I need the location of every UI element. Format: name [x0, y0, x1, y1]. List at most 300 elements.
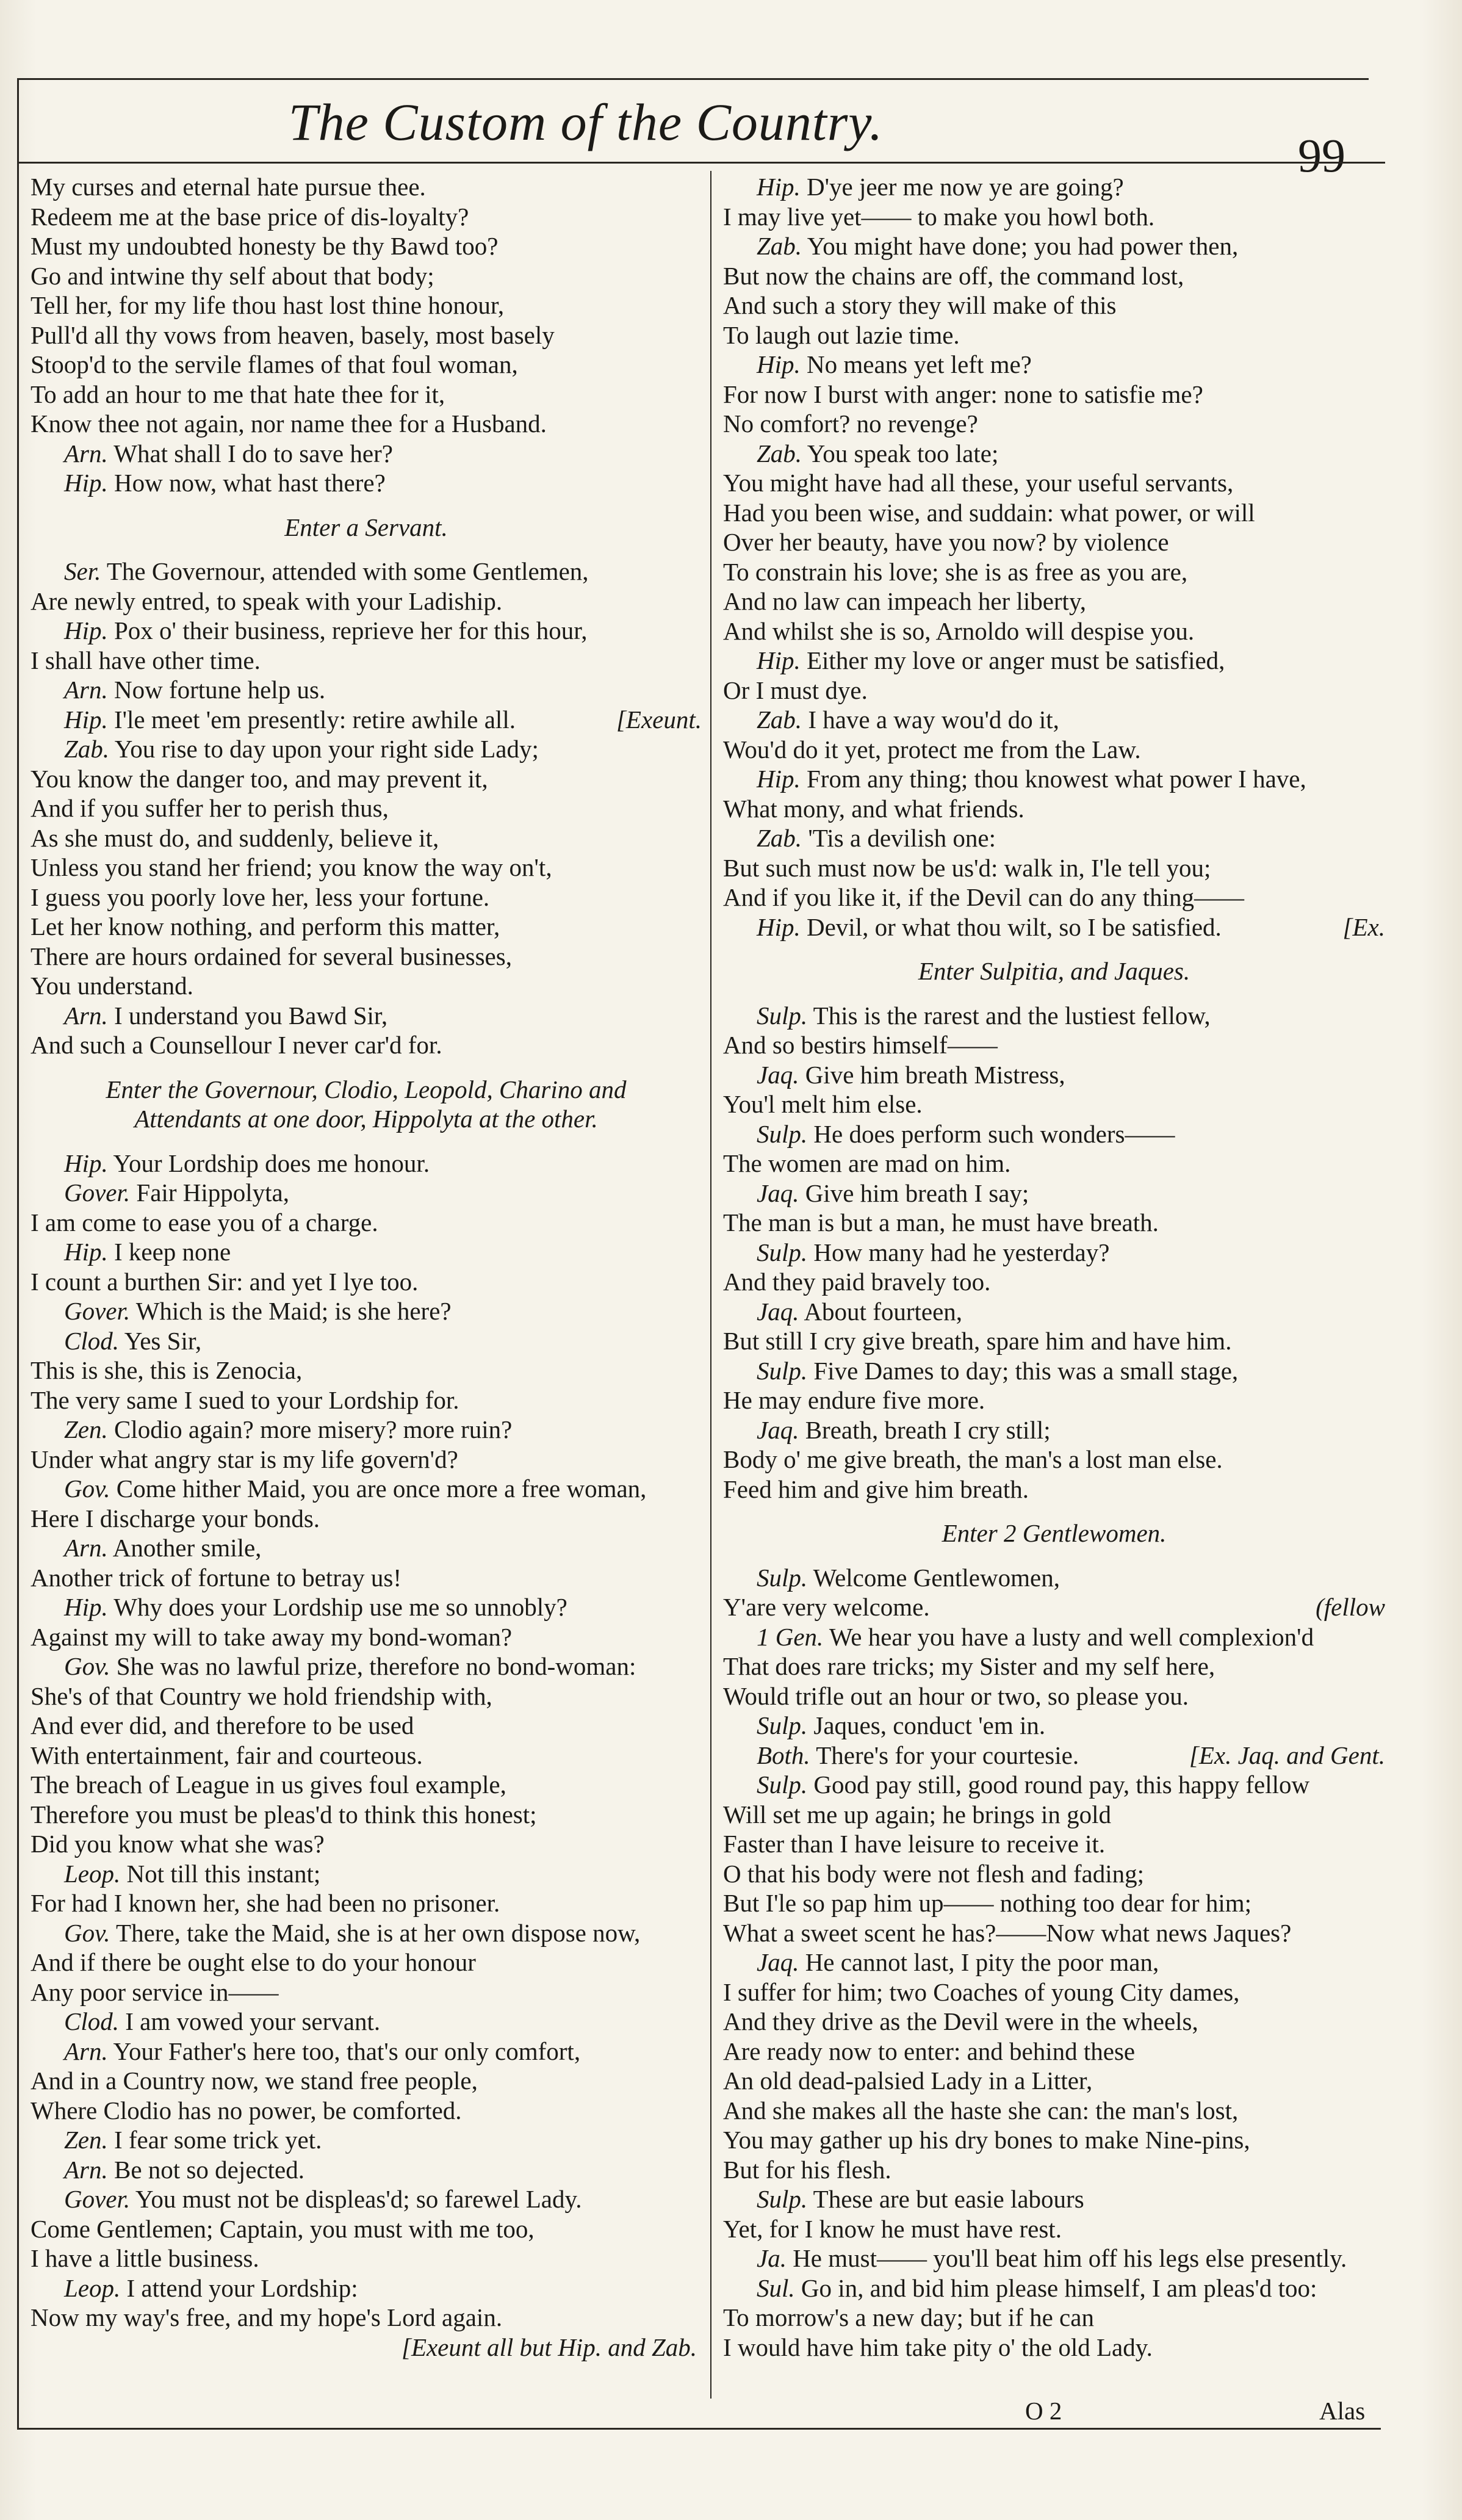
- verse-line: [723, 1888, 1385, 1918]
- line-text: There, take the Maid, she is at her own dispose now,: [116, 1918, 641, 1947]
- line-text: No comfort? no revenge?: [723, 410, 978, 438]
- speech-line: [31, 2184, 702, 2214]
- speaker-name: Arn.: [64, 1534, 108, 1562]
- verse-line: [723, 527, 1385, 557]
- line-text: I suffer for him; two Coaches of young City dames,: [723, 1977, 1240, 2006]
- verse-line: [723, 2037, 1385, 2067]
- line-text: Your Lordship does me honour.: [113, 1149, 430, 1177]
- verse-line: [723, 1385, 1385, 1415]
- line-text: But still I cry give breath, spare him and have him.: [723, 1327, 1232, 1355]
- speaker-name: Hip.: [757, 646, 801, 674]
- speaker-name: Jaq.: [757, 1060, 799, 1089]
- speech-line: [723, 1297, 1385, 1327]
- verse-line: [31, 1563, 702, 1593]
- speech-line: [723, 1563, 1385, 1593]
- speech-line: [31, 2125, 702, 2155]
- speech-line: [723, 231, 1385, 261]
- line-text: The man is but a man, he must have breath.: [723, 1208, 1159, 1237]
- speech-line: [31, 1178, 702, 1208]
- line-text: To constrain his love; she is as free as you are,: [723, 557, 1188, 586]
- line-text: Jaques, conduct 'em in.: [813, 1711, 1046, 1739]
- speaker-name: Gov.: [64, 1652, 110, 1680]
- speaker-name: Sulp.: [757, 1119, 808, 1148]
- verse-line: [723, 616, 1385, 646]
- line-text: I would have him take pity o' the old Lady.: [723, 2333, 1153, 2361]
- line-text: Good pay still, good round pay, this happy fellow: [813, 1771, 1310, 1799]
- verse-line: [723, 202, 1385, 232]
- verse-line: [723, 1475, 1385, 1504]
- verse-line: [723, 320, 1385, 350]
- verse-line: [31, 1741, 702, 1771]
- line-text: And if you like it, if the Devil can do any thing——: [723, 883, 1245, 911]
- line-text: D'ye jeer me now ye are going?: [807, 173, 1124, 201]
- speaker-name: Sulp.: [757, 1563, 808, 1592]
- speaker-name: Jaq.: [757, 1948, 799, 1976]
- verse-line: [723, 1829, 1385, 1859]
- verse-line: [723, 1208, 1385, 1238]
- speaker-name: Hip.: [64, 1238, 108, 1266]
- speech-line: [31, 1533, 702, 1563]
- verse-line: [723, 1326, 1385, 1356]
- line-text: And such a Counsellour I never car'd for.: [31, 1031, 442, 1059]
- line-text: Here I discharge your bonds.: [31, 1504, 320, 1533]
- line-text: What shall I do to save her?: [113, 439, 393, 468]
- line-text: Wou'd do it yet, protect me from the Law.: [723, 735, 1141, 764]
- spacer: [31, 1134, 702, 1149]
- spacer: [31, 498, 702, 513]
- verse-line: [723, 2333, 1385, 2363]
- verse-line: [723, 1681, 1385, 1711]
- inline-direction: [Ex. Jaq. and Gent.: [1189, 1741, 1385, 1769]
- line-text: I shall have other time.: [31, 646, 261, 674]
- verse-line: [31, 1977, 702, 2007]
- spacer: [723, 942, 1385, 956]
- verse-line: [723, 853, 1385, 883]
- line-text: Clodio again? more misery? more ruin?: [114, 1415, 513, 1443]
- line-text: You might have done; you had power then,: [807, 232, 1239, 260]
- line-text: I count a burthen Sir: and yet I lye too.: [31, 1267, 419, 1296]
- line-text: About fourteen,: [804, 1297, 963, 1326]
- line-text: For had I known her, she had been no prisoner.: [31, 1889, 500, 1917]
- speech-line: [723, 1741, 1385, 1771]
- line-text: O that his body were not flesh and fading;: [723, 1859, 1145, 1888]
- speech-line: [723, 1001, 1385, 1031]
- speech-line: [723, 646, 1385, 676]
- speech-line: [31, 1237, 702, 1267]
- speaker-name: Jaq.: [757, 1297, 799, 1326]
- line-text: Come Gentlemen; Captain, you must with me too,: [31, 2214, 535, 2243]
- verse-line: [723, 794, 1385, 824]
- verse-line: [31, 350, 702, 380]
- line-text: These are but easie labours: [813, 2185, 1084, 2213]
- speaker-name: Jaq.: [757, 1179, 799, 1207]
- line-text: And in a Country now, we stand free people,: [31, 2067, 478, 2095]
- column-divider: [710, 171, 711, 2399]
- verse-line: [31, 1208, 702, 1238]
- verse-line: [31, 1030, 702, 1060]
- line-text: What mony, and what friends.: [723, 794, 1024, 823]
- speech-line: [31, 2155, 702, 2185]
- speaker-name: 1 Gen.: [757, 1622, 824, 1651]
- verse-line: [31, 2303, 702, 2333]
- line-text: This is she, this is Zenocia,: [31, 1356, 303, 1384]
- inline-direction: [Exeunt.: [616, 705, 702, 734]
- speech-line: [723, 350, 1385, 380]
- line-text: Now fortune help us.: [114, 676, 326, 704]
- line-text: Breath, breath I cry still;: [805, 1415, 1051, 1444]
- speech-line: [723, 764, 1385, 794]
- line-text: Feed him and give him breath.: [723, 1475, 1029, 1503]
- speech-line: [31, 616, 702, 646]
- speech-line: [31, 675, 702, 705]
- speaker-name: Zen.: [64, 2126, 108, 2154]
- line-text: Devil, or what thou wilt, so I be satisfied.: [807, 912, 1222, 941]
- speaker-name: Arn.: [64, 676, 108, 704]
- line-text: Let her know nothing, and perform this matter,: [31, 912, 500, 940]
- stage-direction: Enter the Governour, Clodio, Leopold, Charino and: [106, 1075, 627, 1103]
- verse-line: [31, 261, 702, 291]
- speech-line: [31, 1001, 702, 1031]
- speaker-name: Sulp.: [757, 2185, 808, 2213]
- speaker-name: Arn.: [64, 2155, 108, 2184]
- speaker-name: Hip.: [64, 705, 108, 734]
- verse-line: [31, 2066, 702, 2096]
- speaker-name: Sulp.: [757, 1771, 808, 1799]
- signature-mark: O 2: [1025, 2397, 1062, 2425]
- speaker-name: Sulp.: [757, 1356, 808, 1385]
- speech-line: [723, 912, 1385, 942]
- line-text: And whilst she is so, Arnoldo will despise you.: [723, 616, 1195, 645]
- verse-line: [723, 1149, 1385, 1179]
- line-text: Another trick of fortune to betray us!: [31, 1563, 402, 1592]
- line-text: No means yet left me?: [807, 350, 1032, 378]
- line-text: Unless you stand her friend; you know the way on't,: [31, 853, 552, 881]
- verse-line: [723, 468, 1385, 498]
- speech-line: [31, 705, 702, 735]
- line-text: Now my way's free, and my hope's Lord again.: [31, 2303, 503, 2331]
- verse-line: [723, 1445, 1385, 1475]
- speech-line: [31, 1296, 702, 1326]
- line-text: The very same I sued to your Lordship for.: [31, 1385, 459, 1414]
- line-text: Therefore you must be pleas'd to think this honest;: [31, 1800, 537, 1829]
- speech-line: [723, 2273, 1385, 2303]
- line-text: To morrow's a new day; but if he can: [723, 2303, 1094, 2331]
- speaker-name: Zab.: [757, 439, 802, 468]
- speaker-name: Hip.: [64, 1593, 108, 1621]
- speech-line: [31, 1415, 702, 1445]
- line-text: And they paid bravely too.: [723, 1268, 991, 1296]
- line-text: Are newly entred, to speak with your Ladiship.: [31, 587, 503, 615]
- page-header: [18, 92, 1422, 182]
- speaker-name: Hip.: [757, 350, 801, 378]
- line-text: With entertainment, fair and courteous.: [31, 1741, 423, 1769]
- verse-line: [723, 1977, 1385, 2007]
- verse-line: [723, 1089, 1385, 1119]
- line-text: Pox o' their business, reprieve her for this hour,: [114, 616, 588, 644]
- line-text: You understand.: [31, 972, 193, 1000]
- line-text: Go and intwine thy self about that body;: [31, 261, 434, 290]
- line-text: Which is the Maid; is she here?: [135, 1297, 452, 1325]
- verse-line: [31, 942, 702, 972]
- line-text: Give him breath Mistress,: [805, 1060, 1065, 1089]
- verse-line: [723, 2303, 1385, 2333]
- stage-direction: Enter Sulpitia, and Jaques.: [918, 957, 1190, 985]
- line-text: The Governour, attended with some Gentlemen,: [106, 557, 589, 585]
- line-text: How many had he yesterday?: [813, 1238, 1110, 1266]
- line-text: Come hither Maid, you are once more a free woman,: [116, 1475, 647, 1503]
- left-frame-rule: [17, 78, 19, 2428]
- verse-line: [723, 2007, 1385, 2037]
- spacer: [723, 1504, 1385, 1518]
- bottom-rule: [17, 2428, 1381, 2430]
- verse-line: [723, 557, 1385, 587]
- speaker-name: Arn.: [64, 1001, 108, 1030]
- line-text: She was no lawful prize, therefore no bond-woman:: [116, 1652, 636, 1680]
- speaker-name: Gover.: [64, 2185, 131, 2213]
- spacer: [31, 1060, 702, 1075]
- speech-line: [31, 557, 702, 587]
- line-text: Over her beauty, have you now? by violence: [723, 528, 1169, 556]
- verse-line: [31, 409, 702, 439]
- line-text: And such a story they will make of this: [723, 291, 1117, 319]
- verse-line: [31, 172, 702, 202]
- line-text: She's of that Country we hold friendship with,: [31, 1681, 492, 1710]
- line-text: Body o' me give breath, the man's a lost man else.: [723, 1445, 1223, 1473]
- line-text: And she makes all the haste she can: the man's lost,: [723, 2096, 1239, 2125]
- verse-line: [31, 646, 702, 676]
- line-text: Tell her, for my life thou hast lost thine honour,: [31, 291, 505, 319]
- verse-line: [31, 231, 702, 261]
- speaker-name: Both.: [757, 1741, 810, 1769]
- line-text: You'l melt him else.: [723, 1090, 923, 1118]
- line-text: Yes Sir,: [124, 1326, 202, 1355]
- speech-line: [31, 734, 702, 764]
- line-text: Your Father's here too, that's our only comfort,: [113, 2037, 581, 2065]
- line-text: This is the rarest and the lustiest fellow,: [813, 1001, 1211, 1030]
- speaker-name: Clod.: [64, 2007, 119, 2035]
- line-text: I am come to ease you of a charge.: [31, 1208, 378, 1237]
- line-text: Any poor service in——: [31, 1977, 279, 2006]
- speech-line: [723, 1415, 1385, 1445]
- speaker-name: Sulp.: [757, 1001, 808, 1030]
- verse-line: [723, 735, 1385, 765]
- line-text: Yet, for I know he must have rest.: [723, 2214, 1062, 2243]
- speech-line: [723, 1948, 1385, 1977]
- verse-line: [31, 291, 702, 320]
- verse-line: [31, 1681, 702, 1711]
- speaker-name: Gov.: [64, 1918, 110, 1947]
- verse-line: [31, 1385, 702, 1415]
- line-text: The women are mad on him.: [723, 1149, 1011, 1177]
- line-text: He does perform such wonders——: [813, 1119, 1175, 1148]
- right-column: [723, 172, 1385, 2362]
- line-text: I keep none: [114, 1238, 231, 1266]
- line-text: I guess you poorly love her, less your fortune.: [31, 883, 490, 911]
- line-text: You must not be displeas'd; so farewel Lady.: [135, 2185, 582, 2213]
- speaker-name: Leop.: [64, 2273, 121, 2302]
- speech-line: [723, 1238, 1385, 1268]
- line-text: And ever did, and therefore to be used: [31, 1711, 414, 1739]
- line-text: Pull'd all thy vows from heaven, basely, most basely: [31, 320, 555, 349]
- line-text: I may live yet—— to make you howl both.: [723, 202, 1155, 231]
- verse-line: [723, 1800, 1385, 1830]
- speaker-name: Gov.: [64, 1475, 110, 1503]
- speaker-name: Hip.: [64, 469, 108, 497]
- verse-line: [723, 2125, 1385, 2155]
- line-text: But such must now be us'd: walk in, I'le tell you;: [723, 853, 1211, 882]
- inline-direction: [Ex.: [1342, 912, 1385, 941]
- spacer: [723, 986, 1385, 1001]
- speech-line: [723, 2244, 1385, 2273]
- line-text: Either my love or anger must be satisfied,: [807, 646, 1225, 674]
- line-text: But for his flesh.: [723, 2155, 891, 2184]
- line-text: Did you know what she was?: [31, 1830, 325, 1858]
- verse-line: [31, 883, 702, 912]
- verse-line: [31, 1356, 702, 1385]
- line-text: Are ready now to enter: and behind these: [723, 2037, 1136, 2065]
- speech-line: [31, 1918, 702, 1948]
- line-text: Fair Hippolyta,: [136, 1179, 289, 1207]
- line-text: Give him breath I say;: [805, 1179, 1029, 1207]
- line-text: Go in, and bid him please himself, I am pleas'd too:: [801, 2273, 1317, 2302]
- verse-line: [31, 1770, 702, 1800]
- line-text: Stoop'd to the servile flames of that foul woman,: [31, 350, 518, 378]
- line-text: And if there be ought else to do your honour: [31, 1948, 476, 1976]
- line-text: I have a way wou'd do it,: [808, 706, 1059, 734]
- left-column: [31, 172, 702, 2362]
- stage-direction: Enter a Servant.: [284, 513, 448, 541]
- line-text: My curses and eternal hate pursue thee.: [31, 173, 426, 201]
- speech-line: [723, 1622, 1385, 1652]
- speaker-name: Hip.: [757, 765, 801, 793]
- line-text: Be not so dejected.: [114, 2155, 304, 2184]
- line-text: Had you been wise, and suddain: what power, or will: [723, 498, 1255, 527]
- speech-line: [723, 1770, 1385, 1800]
- line-text: You may gather up his dry bones to make Nine-pins,: [723, 2126, 1250, 2154]
- speech-line: [31, 1474, 702, 1504]
- speech-line: [31, 2007, 702, 2037]
- line-text: I'le meet 'em presently: retire awhile all.: [114, 705, 516, 734]
- verse-line: [723, 2214, 1385, 2244]
- line-text: But I'le so pap him up—— nothing too dear for him;: [723, 1889, 1252, 1917]
- verse-line: [31, 202, 702, 232]
- speaker-name: Zen.: [64, 1415, 108, 1443]
- verse-line: [31, 1445, 702, 1475]
- line-text: I fear some trick yet.: [114, 2126, 322, 2154]
- verse-line: [723, 1267, 1385, 1297]
- verse-line: [723, 1918, 1385, 1948]
- verse-line: [31, 1948, 702, 1977]
- stage-direction: Enter 2 Gentlewomen.: [942, 1519, 1167, 1547]
- line-text: Welcome Gentlewomen,: [813, 1563, 1060, 1592]
- verse-line: [723, 587, 1385, 616]
- line-text: You rise to day upon your right side Lady;: [114, 735, 539, 763]
- speaker-name: Zab.: [757, 232, 802, 260]
- stage-direction: Attendants at one door, Hippolyta at the other.: [134, 1105, 598, 1133]
- line-text: The breach of League in us gives foul example,: [31, 1771, 506, 1799]
- verse-line: [31, 1504, 702, 1534]
- speech-line: [31, 2037, 702, 2067]
- line-text: You might have had all these, your useful servants,: [723, 469, 1234, 497]
- verse-line: [723, 1859, 1385, 1889]
- speaker-name: Zab.: [757, 706, 802, 734]
- line-text: To laugh out lazie time.: [723, 320, 960, 349]
- speech-line: [31, 1652, 702, 1681]
- line-text: And no law can impeach her liberty,: [723, 587, 1087, 615]
- line-text: For now I burst with anger: none to satisfie me?: [723, 380, 1203, 408]
- verse-line: [31, 320, 702, 350]
- line-text: We hear you have a lusty and well complexion'd: [829, 1622, 1314, 1651]
- verse-line: [723, 676, 1385, 706]
- verse-line: [31, 853, 702, 883]
- verse-line: [31, 823, 702, 853]
- verse-line: [723, 291, 1385, 320]
- speaker-name: Sulp.: [757, 1711, 808, 1739]
- speaker-name: Hip.: [64, 1149, 108, 1177]
- speaker-name: Arn.: [64, 2037, 108, 2065]
- speaker-name: Zab.: [64, 735, 110, 763]
- line-text: I understand you Bawd Sir,: [114, 1001, 388, 1030]
- line-text: 'Tis a devilish one:: [808, 824, 996, 852]
- verse-line: [31, 1888, 702, 1918]
- speech-line: [31, 1149, 702, 1179]
- line-text: Five Dames to day; this was a small stage,: [813, 1356, 1239, 1385]
- line-text: Y'are very welcome.: [723, 1593, 930, 1621]
- speech-line: [723, 439, 1385, 469]
- line-text: He cannot last, I pity the poor man,: [805, 1948, 1159, 1976]
- verse-line: [31, 2214, 702, 2244]
- verse-line: [723, 883, 1385, 912]
- line-text: He must—— you'll beat him off his legs else presently.: [793, 2244, 1347, 2272]
- top-rule: [17, 78, 1369, 80]
- speaker-name: Clod.: [64, 1326, 119, 1355]
- spacer: [31, 542, 702, 557]
- verse-line: [723, 2155, 1385, 2185]
- verse-line: [31, 793, 702, 823]
- speech-line: [723, 1060, 1385, 1090]
- speech-line: [723, 2184, 1385, 2214]
- speaker-name: Gover.: [64, 1297, 131, 1325]
- line-text: Where Clodio has no power, be comforted.: [31, 2096, 462, 2125]
- speech-line: [31, 439, 702, 469]
- speaker-name: Hip.: [64, 616, 108, 644]
- speech-line: [723, 1119, 1385, 1149]
- line-text: Why does your Lordship use me so unnobly?: [113, 1593, 567, 1621]
- line-text: I am vowed your servant.: [125, 2007, 381, 2035]
- speech-line: [31, 468, 702, 498]
- line-text: Not till this instant;: [126, 1859, 321, 1888]
- verse-line: [723, 380, 1385, 410]
- line-text: I have a little business.: [31, 2244, 259, 2272]
- line-text: To add an hour to me that hate thee for it,: [31, 380, 445, 408]
- verse-line: [31, 764, 702, 794]
- line-text: Faster than I have leisure to receive it.: [723, 1830, 1106, 1858]
- line-text: Or I must dye.: [723, 676, 868, 704]
- verse-line: [31, 2096, 702, 2126]
- verse-line: [723, 498, 1385, 528]
- spacer: [723, 1548, 1385, 1563]
- verse-line: [31, 1622, 702, 1652]
- line-text: You know the danger too, and may prevent it,: [31, 764, 488, 793]
- verse-line: [31, 380, 702, 410]
- line-text: There are hours ordained for several businesses,: [31, 942, 512, 970]
- speaker-name: Ja.: [757, 2244, 787, 2272]
- speaker-name: Zab.: [757, 824, 802, 852]
- verse-line: [31, 1829, 702, 1859]
- line-text: Redeem me at the base price of dis-loyalty?: [31, 202, 469, 231]
- verse-line: [723, 409, 1385, 439]
- line-text: From any thing; thou knowest what power I have,: [807, 765, 1306, 793]
